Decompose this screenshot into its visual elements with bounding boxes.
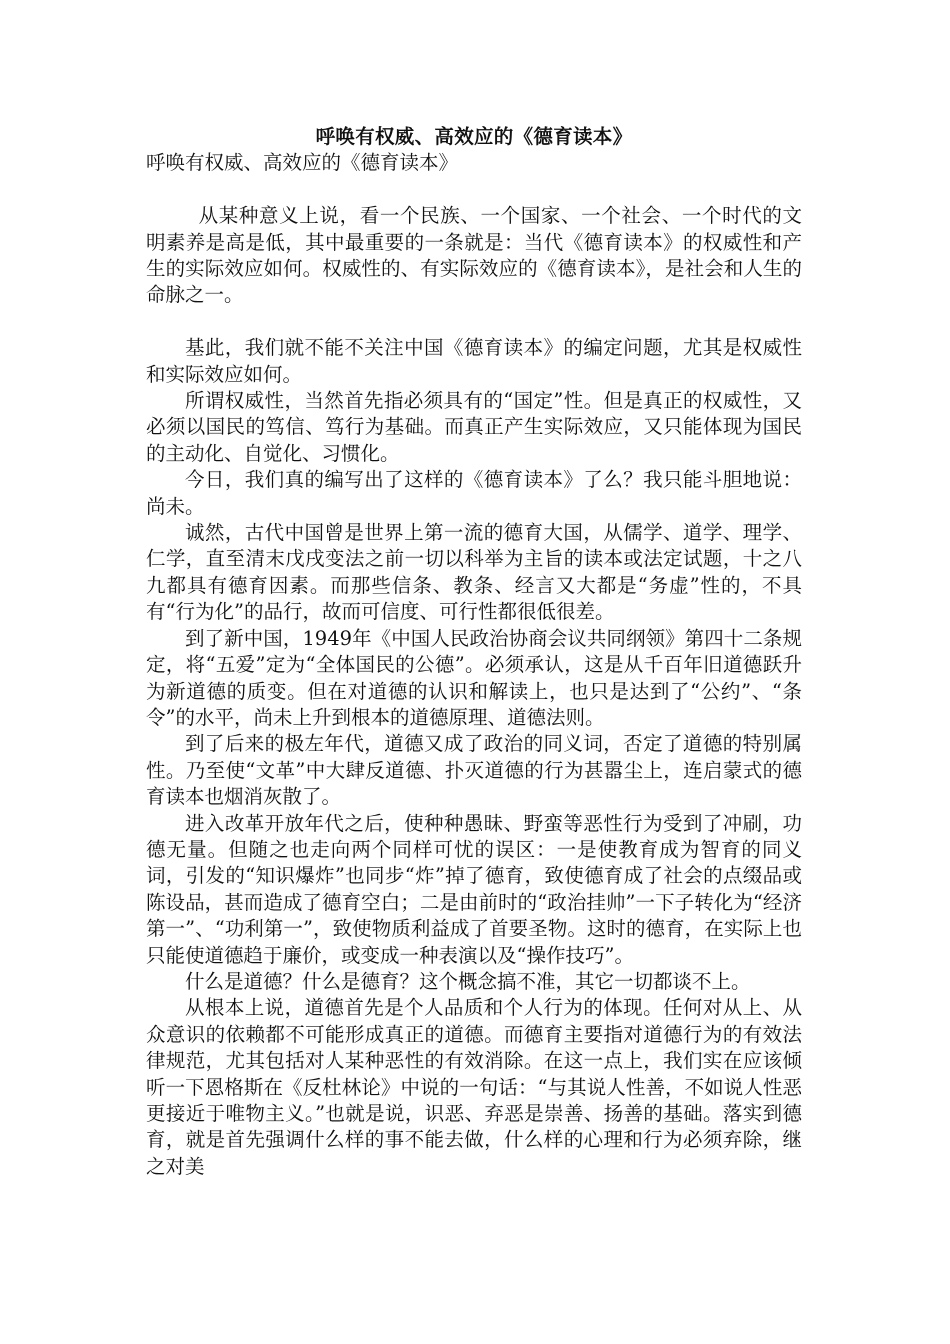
paragraph: 进入改革开放年代之后，使种种愚昧、野蛮等恶性行为受到了冲刷，功德无量。但随之也走向两个同样可忧的误区：一是使教育成为智育的同义词，引发的“知识爆炸”也同步“炸”掉了德育，致使德育成了社会的点缀品或陈设品，甚而造成了德育空白；二是由前时的“政治挂帅”一下子转化为“经济第一”、“功利第一”，致使物质利益成了首要圣物。这时的德育，在实际上也只能使道德趋于廉价，或变成一种表演以及“操作技巧”。 [146, 811, 802, 967]
paragraph: 到了后来的极左年代，道德又成了政治的同义词，否定了道德的特别属性。乃至使“文革”中大肆反道德、扑灭道德的行为甚嚣尘上，连启蒙式的德育读本也烟消灰散了。 [146, 732, 802, 809]
document-body [146, 124, 802, 1180]
paragraph: 基此，我们就不能不关注中国《德育读本》的编定问题，尤其是权威性和实际效应如何。 [146, 336, 802, 386]
blank-line [146, 309, 802, 335]
document-title: 呼唤有权威、高效应的《德育读本》 [315, 125, 633, 148]
paragraph: 什么是道德？什么是德育？这个概念搞不准，其它一切都谈不上。 [185, 969, 751, 993]
paragraph: 所谓权威性，当然首先指必须具有的“国定”性。但是真正的权威性，又必须以国民的笃信、笃行为基础。而真正产生实际效应，又只能体现为国民的主动化、自觉化、习惯化。 [146, 389, 802, 465]
paragraph: 到了新中国，1949年《中国人民政治协商会议共同纲领》第四十二条规定，将“五爱”定为“全体国民的公德”。必须承认，这是从千百年旧道德跃升为新道德的质变。但在对道德的认识和解读上，也只是达到了“公约”、“条令”的水平，尚未上升到根本的道德原理、道德法则。 [146, 626, 802, 729]
intro-paragraph: 从某种意义上说，看一个民族、一个国家、一个社会、一个时代的文明素养是高是低，其中最重要的一条就是：当代《德育读本》的权威性和产生的实际效应如何。权威性的、有实际效应的《德育读本》，是社会和人生的命脉之一。 [146, 204, 802, 307]
paragraph: 今日，我们真的编写出了这样的《德育读本》了么？我只能斗胆地说：尚未。 [146, 468, 802, 518]
paragraph: 诚然，古代中国曾是世界上第一流的德育大国，从儒学、道学、理学、仁学，直至清末戊戌变法之前一切以科举为主旨的读本或法定试题，十之八九都具有德育因素。而那些信条、教条、经言又大都是“务虚”性的，不具有“行为化”的品行，故而可信度、可行性都很低很差。 [146, 521, 802, 624]
document-subtitle: 呼唤有权威、高效应的《德育读本》 [146, 151, 459, 175]
paragraph: 从根本上说，道德首先是个人品质和个人行为的体现。任何对从上、从众意识的依赖都不可能形成真正的道德。而德育主要指对道德行为的有效法律规范，尤其包括对人某种恶性的有效消除。在这一点上，我们实在应该倾听一下恩格斯在《反杜林论》中说的一句话：“与其说人性善，不如说人性恶更接近于唯物主义。”也就是说，识恶、弃恶是崇善、扬善的基础。落实到德育，就是首先强调什么样的事不能去做，什么样的心理和行为必须弃除，继之对美 [146, 996, 802, 1178]
blank-line [146, 177, 802, 203]
